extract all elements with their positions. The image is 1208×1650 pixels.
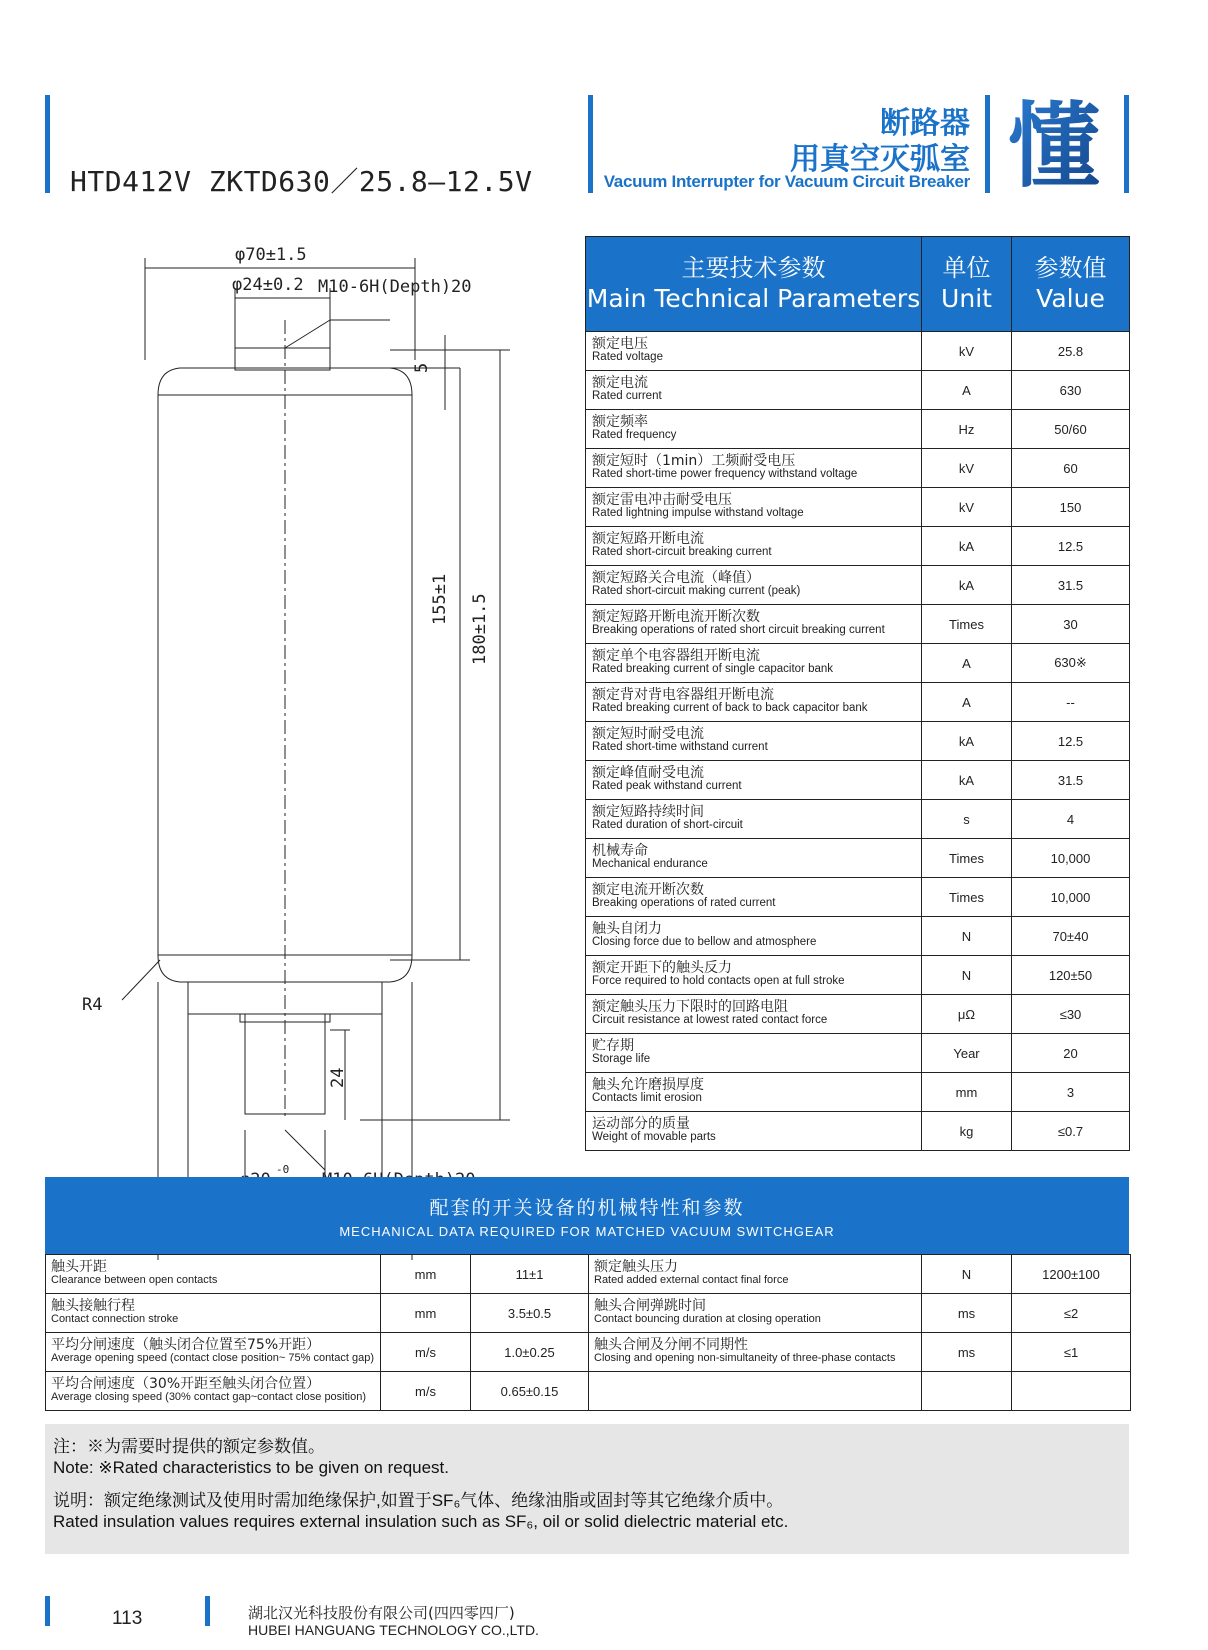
mech-value-right: ≤1: [1012, 1333, 1131, 1372]
parameter-name-cn: 额定短路持续时间: [592, 804, 704, 820]
table-row: [586, 449, 1130, 488]
mech-param-left-en: Clearance between open contacts: [51, 1274, 218, 1286]
parameter-name-en: Rated lightning impulse withstand voltage: [592, 507, 804, 519]
parameter-name: [586, 995, 922, 1034]
parameter-value: 10,000: [1012, 878, 1130, 917]
mech-param-right-en: Rated added external contact final force: [594, 1274, 789, 1286]
parameter-name: [586, 1034, 922, 1073]
mech-param-right: [589, 1372, 922, 1411]
table-row: [586, 1073, 1130, 1112]
parameter-unit: μΩ: [922, 995, 1012, 1034]
parameter-value: 630※: [1012, 644, 1130, 683]
table-row: [586, 839, 1130, 878]
mech-param-right-cn: 触头合闸弹跳时间: [594, 1298, 706, 1314]
parameter-name: [586, 956, 922, 995]
parameter-name-en: Rated breaking current of single capacitor bank: [592, 663, 834, 675]
header-right-bar: [1124, 95, 1129, 193]
parameter-name-cn: 额定触头压力下限时的回路电阻: [592, 999, 788, 1015]
parameter-name: [586, 878, 922, 917]
parameter-value: 4: [1012, 800, 1130, 839]
parameter-name-en: Closing force due to bellow and atmosphere: [592, 936, 817, 948]
parameter-name-cn: 额定雷电冲击耐受电压: [592, 492, 732, 508]
parameter-name: [586, 566, 922, 605]
parameter-name-cn: 额定短路关合电流（峰值）: [592, 570, 760, 586]
parameter-unit: kV: [922, 332, 1012, 371]
parameter-name-cn: 触头允许磨损厚度: [592, 1077, 704, 1093]
parameter-unit: A: [922, 644, 1012, 683]
mech-param-left-en: Contact connection stroke: [51, 1313, 179, 1325]
header-logo-left-bar: [985, 95, 990, 193]
table-row: [586, 800, 1130, 839]
mech-value-right: 1200±100: [1012, 1255, 1131, 1294]
mech-value-left: 3.5±0.5: [471, 1294, 589, 1333]
parameter-unit: kA: [922, 527, 1012, 566]
header-left-bar: [45, 95, 50, 193]
parameter-value: ≤0.7: [1012, 1112, 1130, 1151]
parameter-name-cn: 额定电流: [592, 375, 648, 391]
parameter-unit: kV: [922, 449, 1012, 488]
parameter-value: 25.8: [1012, 332, 1130, 371]
mech-param-left: [46, 1372, 381, 1411]
table-row: [586, 917, 1130, 956]
table-row: [586, 371, 1130, 410]
table-row: [586, 1034, 1130, 1073]
parameter-unit: A: [922, 371, 1012, 410]
parameter-name: [586, 839, 922, 878]
column-header-value: 参数值 Value: [1012, 237, 1130, 332]
parameter-name-en: Breaking operations of rated short circuit breaking current: [592, 624, 885, 636]
parameter-name-cn: 贮存期: [592, 1038, 634, 1054]
table-row: [586, 722, 1130, 761]
parameter-value: 3: [1012, 1073, 1130, 1112]
parameter-name: [586, 371, 922, 410]
parameter-name-en: Rated short-circuit breaking current: [592, 546, 772, 558]
mech-param-left: [46, 1294, 381, 1333]
mech-unit-right: N: [922, 1255, 1012, 1294]
table-row: [586, 1112, 1130, 1151]
parameter-value: 70±40: [1012, 917, 1130, 956]
page-number: 113: [112, 1608, 143, 1629]
parameter-name-cn: 额定频率: [592, 414, 648, 430]
logo-glyph: 懂: [1007, 93, 1101, 200]
mech-unit-left: m/s: [381, 1333, 471, 1372]
parameter-unit: Times: [922, 605, 1012, 644]
parameter-value: 31.5: [1012, 761, 1130, 800]
table-row: [586, 956, 1130, 995]
parameter-name-cn: 触头自闭力: [592, 921, 662, 937]
parameter-name: [586, 332, 922, 371]
parameter-name-cn: 额定电流开断次数: [592, 882, 704, 898]
parameter-name: [586, 488, 922, 527]
mech-unit-left: mm: [381, 1294, 471, 1333]
parameter-name-en: Rated peak withstand current: [592, 780, 742, 792]
mech-param-right-en: Closing and opening non-simultaneity of three-phase contacts: [594, 1352, 896, 1364]
parameter-name-cn: 额定背对背电容器组开断电流: [592, 687, 774, 703]
mechanical-title-en: MECHANICAL DATA REQUIRED FOR MATCHED VACUUM SWITCHGEAR: [339, 1224, 835, 1239]
dim-diameter-20-tol-upper: -0: [276, 1163, 290, 1176]
company-name-en: HUBEI HANGUANG TECHNOLOGY CO.,LTD.: [248, 1622, 539, 1638]
parameter-name-en: Rated breaking current of back to back capacitor bank: [592, 702, 868, 714]
parameter-unit: Times: [922, 839, 1012, 878]
parameter-name: [586, 449, 922, 488]
parameter-name-en: Rated short-time power frequency withstand voltage: [592, 468, 858, 480]
parameter-value: 12.5: [1012, 527, 1130, 566]
parameter-name: [586, 605, 922, 644]
explanation-en: Rated insulation values requires external insulation such as SF₆, oil or solid dielectric material etc.: [53, 1512, 789, 1531]
brand-title-cn-line2: 用真空灭弧室: [790, 142, 970, 177]
parameter-name: [586, 917, 922, 956]
parameter-value: 60: [1012, 449, 1130, 488]
mech-unit-right: [922, 1372, 1012, 1411]
parameter-name-cn: 额定单个电容器组开断电流: [592, 648, 760, 664]
column-header-unit: 单位 Unit: [922, 237, 1012, 332]
parameter-name-en: Storage life: [592, 1053, 651, 1065]
parameter-name: [586, 722, 922, 761]
mech-value-right: [1012, 1372, 1131, 1411]
main-parameters-table: [585, 236, 1130, 1151]
parameter-value: ≤30: [1012, 995, 1130, 1034]
table-row: [586, 644, 1130, 683]
dim-24: 24: [328, 1067, 348, 1088]
mech-param-left-en: Average opening speed (contact close position~ 75% contact gap): [51, 1352, 374, 1364]
table-row: [586, 878, 1130, 917]
notes-panel: [45, 1424, 1129, 1554]
dim-thread-top: M10-6H(Depth)20: [318, 277, 472, 297]
parameter-value: 120±50: [1012, 956, 1130, 995]
parameter-value: 150: [1012, 488, 1130, 527]
dim-155: 155±1: [430, 573, 450, 625]
mech-param-left: [46, 1255, 381, 1294]
parameter-unit: kg: [922, 1112, 1012, 1151]
parameter-unit: Year: [922, 1034, 1012, 1073]
dim-diameter-70: φ70±1.5: [235, 245, 307, 265]
header-mid-bar: [588, 95, 593, 193]
parameter-name-en: Rated duration of short-circuit: [592, 819, 743, 831]
table-row: [46, 1372, 1131, 1411]
table-row: [586, 995, 1130, 1034]
parameter-name-cn: 额定短路开断电流: [592, 531, 704, 547]
table-row: [46, 1294, 1131, 1333]
parameter-unit: kV: [922, 488, 1012, 527]
model-title: HTD412V ZKTD630／25.8—12.5V: [70, 165, 533, 198]
mech-value-left: 11±1: [471, 1255, 589, 1294]
mech-param-right: [589, 1333, 922, 1372]
mech-value-left: 1.0±0.25: [471, 1333, 589, 1372]
dim-5: 5: [412, 362, 432, 373]
parameter-name-en: Contacts limit erosion: [592, 1092, 702, 1104]
brand-title-cn-line1: 断路器: [880, 106, 970, 141]
parameter-unit: N: [922, 917, 1012, 956]
parameter-name: [586, 527, 922, 566]
parameter-name-cn: 额定短时（1min）工频耐受电压: [592, 453, 796, 469]
parameter-unit: kA: [922, 566, 1012, 605]
parameter-value: 31.5: [1012, 566, 1130, 605]
mech-param-left-cn: 触头开距: [51, 1259, 107, 1275]
table-row: [46, 1255, 1131, 1294]
mech-param-right-en: Contact bouncing duration at closing operation: [594, 1313, 821, 1325]
parameter-unit: kA: [922, 761, 1012, 800]
mech-param-left: [46, 1333, 381, 1372]
mech-param-right-cn: 触头合闸及分闸不同期性: [594, 1337, 748, 1353]
parameter-name: [586, 761, 922, 800]
parameter-value: 30: [1012, 605, 1130, 644]
table-row: [586, 566, 1130, 605]
table-row: [586, 527, 1130, 566]
table-row: [586, 761, 1130, 800]
table-row: [586, 332, 1130, 371]
parameter-value: 630: [1012, 371, 1130, 410]
parameter-name-en: Breaking operations of rated current: [592, 897, 776, 909]
parameter-unit: Times: [922, 878, 1012, 917]
parameter-unit: Hz: [922, 410, 1012, 449]
note-cn: 注：※为需要时提供的额定参数值。: [53, 1437, 325, 1456]
parameter-name-cn: 额定开距下的触头反力: [592, 960, 732, 976]
mech-param-left-en: Average closing speed (30% contact gap~contact close position): [51, 1391, 367, 1403]
parameter-name-en: Mechanical endurance: [592, 858, 708, 870]
parameter-unit: kA: [922, 722, 1012, 761]
parameter-name-cn: 额定短时耐受电流: [592, 726, 704, 742]
parameter-name-cn: 额定电压: [592, 336, 648, 352]
parameter-name-cn: 运动部分的质量: [592, 1116, 690, 1132]
table-row: [586, 488, 1130, 527]
footer-left-bar: [45, 1596, 50, 1626]
mech-param-right: [589, 1255, 922, 1294]
mech-value-right: ≤2: [1012, 1294, 1131, 1333]
parameter-name: [586, 1073, 922, 1112]
parameter-name-en: Weight of movable parts: [592, 1131, 716, 1143]
company-name-cn: 湖北汉光科技股份有限公司(四四零四厂): [248, 1604, 515, 1622]
mech-unit-right: ms: [922, 1333, 1012, 1372]
parameter-name: [586, 1112, 922, 1151]
parameter-name-en: Rated voltage: [592, 351, 663, 363]
parameter-value: 10,000: [1012, 839, 1130, 878]
mech-param-right: [589, 1294, 922, 1333]
parameter-name: [586, 800, 922, 839]
parameter-value: --: [1012, 683, 1130, 722]
mechanical-title-cn: 配套的开关设备的机械特性和参数: [429, 1197, 745, 1219]
parameter-name-cn: 机械寿命: [592, 843, 648, 859]
explanation-cn: 说明：额定绝缘测试及使用时需加绝缘保护,如置于SF₆气体、绝缘油脂或固封等其它绝缘介质中。: [53, 1491, 784, 1510]
mechanical-data-header: [45, 1177, 1129, 1254]
mech-unit-left: m/s: [381, 1372, 471, 1411]
dim-r4: R4: [82, 995, 103, 1015]
parameter-name-en: Circuit resistance at lowest rated contact force: [592, 1014, 828, 1026]
table-row: [586, 683, 1130, 722]
parameter-value: 20: [1012, 1034, 1130, 1073]
mech-value-left: 0.65±0.15: [471, 1372, 589, 1411]
footer-mid-bar: [205, 1596, 210, 1626]
parameter-unit: A: [922, 683, 1012, 722]
dim-diameter-24: φ24±0.2: [232, 275, 304, 295]
mech-unit-left: mm: [381, 1255, 471, 1294]
parameter-name-cn: 额定峰值耐受电流: [592, 765, 704, 781]
brand-logo: [1004, 90, 1104, 200]
parameter-unit: s: [922, 800, 1012, 839]
table-row: [586, 605, 1130, 644]
parameter-name-en: Rated short-time withstand current: [592, 741, 768, 753]
mech-param-left-cn: 平均分闸速度（触头闭合位置至75%开距）: [51, 1337, 321, 1353]
table-row: [46, 1333, 1131, 1372]
brand-title-en: Vacuum Interrupter for Vacuum Circuit Breaker: [603, 172, 970, 191]
table-row: [586, 410, 1130, 449]
parameter-name-en: Rated frequency: [592, 429, 677, 441]
parameter-name-en: Rated short-circuit making current (peak): [592, 585, 801, 597]
mech-param-right-cn: 额定触头压力: [594, 1259, 678, 1275]
mech-unit-right: ms: [922, 1294, 1012, 1333]
parameter-unit: mm: [922, 1073, 1012, 1112]
parameter-name: [586, 683, 922, 722]
mech-param-left-cn: 平均合闸速度（30%开距至触头闭合位置）: [51, 1376, 321, 1392]
mechanical-data-table: [45, 1254, 1131, 1411]
parameter-unit: N: [922, 956, 1012, 995]
parameter-name-en: Rated current: [592, 390, 662, 402]
parameter-name: [586, 644, 922, 683]
parameter-name-cn: 额定短路开断电流开断次数: [592, 609, 760, 625]
parameter-name: [586, 410, 922, 449]
parameter-value: 12.5: [1012, 722, 1130, 761]
dim-180: 180±1.5: [470, 593, 490, 665]
note-en: Note: ※Rated characteristics to be given on request.: [53, 1458, 450, 1477]
technical-drawing: [60, 240, 560, 1176]
parameter-name-en: Force required to hold contacts open at full stroke: [592, 975, 845, 987]
mech-param-left-cn: 触头接触行程: [51, 1298, 135, 1314]
column-header-parameters: 主要技术参数 Main Technical Parameters: [586, 237, 922, 332]
parameter-value: 50/60: [1012, 410, 1130, 449]
